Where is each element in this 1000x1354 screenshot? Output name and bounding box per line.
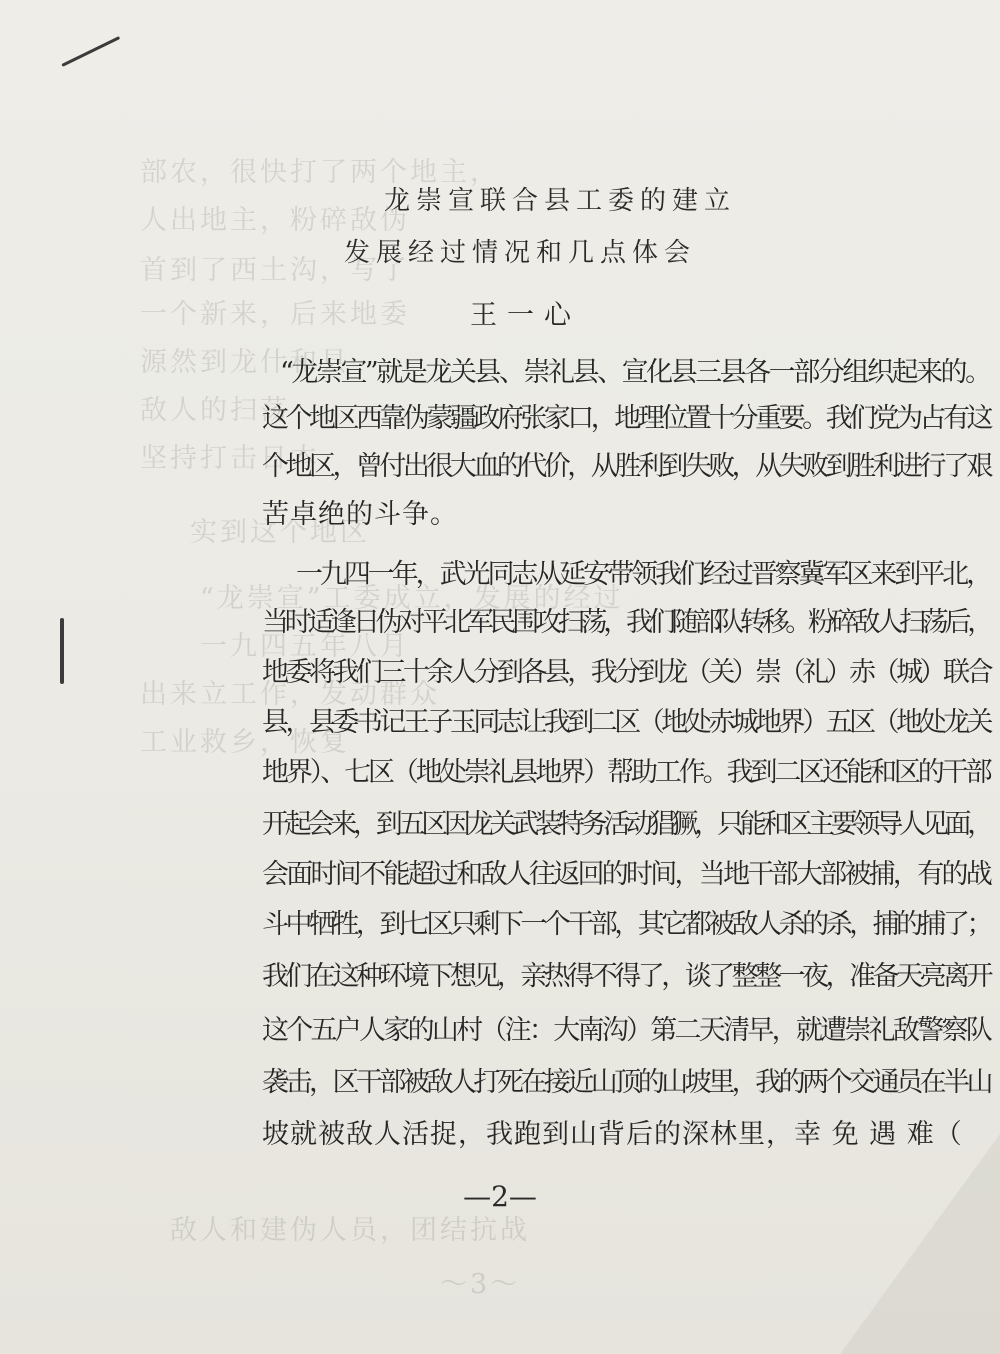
body-text-line: 当时适逢日伪对平北军民围攻扫荡，我们随部队转移。粉碎敌人扫荡后， [262, 607, 990, 638]
document-title-line-2: 发展经过情况和几点体会 [343, 238, 696, 268]
bleed-through-text: 源然到龙什和县 [140, 347, 350, 378]
body-text-line: 县，县委书记王子玉同志让我到二区（地处赤城地界）五区（地处龙关 [262, 707, 990, 738]
bleed-through-text: 一个新来，后来地委 [140, 299, 410, 330]
bleed-through-text: 实到这个地区 [190, 517, 370, 548]
document-title-line-1: 龙崇宣联合县工委的建立 [383, 186, 736, 216]
body-text-line: 坡就被敌人活捉，我跑到山背后的深林里，幸 免 遇 难（ [262, 1119, 963, 1150]
bleed-through-text: 工业救乡，恢复 [140, 727, 350, 758]
body-text-line: 地界）、七区（地处崇礼县地界）帮助工作。我到二区还能和区的干部 [262, 757, 990, 788]
body-text-line: 开起会来，到五区因龙关武装特务活动猖獗，只能和区主要领导人见面， [262, 809, 990, 840]
body-text-line: 会面时间不能超过和敌人往返回的时间，当地干部大部被捕，有的战 [262, 859, 990, 890]
bleed-through-text: “龙崇宣”工委成立，发展的经过 [200, 583, 624, 614]
bleed-through-text: 一九四五年八月 [200, 631, 410, 662]
author-name: 王一心 [470, 300, 581, 331]
bleed-through-text: 人出地主，粉碎敌伪 [140, 205, 410, 236]
body-text-line: 个地区，曾付出很大血的代价，从胜利到失败，从失败到胜利进行了艰 [262, 451, 990, 482]
body-text-line: 这个地区西靠伪蒙疆政府张家口，地理位置十分重要。我们党为占有这 [262, 403, 990, 434]
bleed-through-text: 首到了西土沟，写了 [140, 255, 410, 286]
body-text-line: 我们在这种环境下想见，亲热得不得了，谈了整整一夜，准备天亮离开 [262, 961, 990, 992]
body-text-line: 苦卓绝的斗争。 [262, 499, 458, 530]
body-text-line: 这个五户人家的山村（注：大南沟）第二天清早，就遭崇礼敌警察队 [262, 1015, 990, 1046]
bleed-through-text: 坚持打击日本 [140, 443, 320, 474]
body-text-line: 斗中牺牲，到七区只剩下一个干部，其它都被敌人杀的杀，捕的捕了； [262, 909, 990, 940]
bleed-through-text: 部农，很快打了两个地主， [140, 157, 500, 188]
pen-stroke-mark [61, 36, 120, 67]
pen-stroke-mark [60, 618, 64, 684]
bleed-through-text: 出来立工作，发动群众 [140, 679, 440, 710]
body-text-line: 袭击，区干部被敌人打死在接近山顶的山坡里，我的两个交通员在半山 [262, 1067, 990, 1098]
folded-corner [840, 1134, 1000, 1354]
body-text-line: “龙崇宣”就是龙关县、崇礼县、宣化县三县各一部分组织起来的。 [280, 357, 990, 388]
page-number: —2— [463, 1180, 537, 1213]
bleed-through-text: ～3～ [440, 1269, 521, 1300]
body-text-line: 一九四一年，武光同志从延安带领我们经过晋察冀军区来到平北， [296, 559, 990, 590]
bleed-through-text: 敌人和建伪人员，团结抗战 [170, 1215, 530, 1246]
body-text-line: 地委将我们三十余人分到各县，我分到龙（关）崇（礼）赤（城）联合 [262, 657, 990, 688]
bleed-through-text: 敌人的扫荡 [140, 395, 290, 426]
